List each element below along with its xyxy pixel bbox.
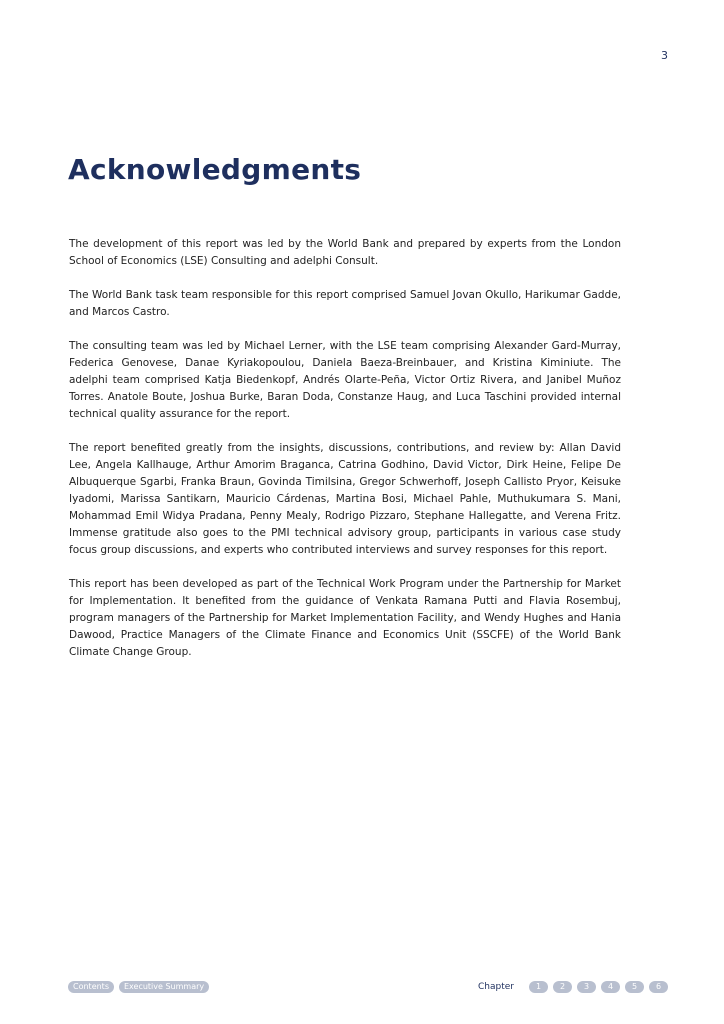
chapter-3-link[interactable]: 3 xyxy=(577,981,596,993)
footer-nav-left xyxy=(68,981,209,993)
chapter-1-link[interactable]: 1 xyxy=(529,981,548,993)
contents-link[interactable]: Contents xyxy=(68,981,114,993)
chapter-2-link[interactable]: 2 xyxy=(553,981,572,993)
chapter-label: Chapter xyxy=(478,982,514,992)
page-title: Acknowledgments xyxy=(68,153,362,186)
paragraph-task-team: The World Bank task team responsible for this report comprised Samuel Jovan Okullo, Harikumar Gadde, and Marcos Castro. xyxy=(69,289,621,318)
chapter-6-link[interactable]: 6 xyxy=(649,981,668,993)
page-number: 3 xyxy=(661,49,668,62)
footer-navigation xyxy=(68,981,668,995)
chapter-navigation xyxy=(478,981,668,993)
chapter-4-link[interactable]: 4 xyxy=(601,981,620,993)
paragraph-program: This report has been developed as part of the Technical Work Program under the Partnership for Market for Implementation. It benefited from the guidance of Venkata Ramana Putti and Flavia Rosembuj, program managers of the Partnership for Market Implementation Facility, and Wendy Hughes and Hania Dawood, Practice Managers of the Climate Finance and Economics Unit (SSCFE) of the World Bank Climate Change Group. xyxy=(69,578,621,658)
paragraph-reviewers: The report benefited greatly from the insights, discussions, contributions, and review by: Allan David Lee, Angela Kallhauge, Arthur Amorim Braganca, Catrina Godhino, David Victor, Dirk Heine, Felipe De Albuquerque Sgarbi, Franka Braun, Govinda Timilsina, Gregor Schwerhoff, Joseph Callisto Pryor, Keisuke Iyadomi, Marissa Santikarn, Mauricio Cárdenas, Martina Bosi, Michael Pahle, Muthukumara S. Mani, Mohammad Emil Widya Pradana, Penny Mealy, Rodrigo Pizzaro, Stephane Hallegatte, and Verena Fritz. Immense gratitude also goes to the PMI technical advisory group, participants in various case study focus group discussions, and experts who contributed interviews and survey responses for this report. xyxy=(69,442,621,556)
paragraph-consulting-team: The consulting team was led by Michael Lerner, with the LSE team comprising Alexander Gard-Murray, Federica Genovese, Danae Kyriakopoulou, Daniela Baeza-Breinbauer, and Kristina Kiminiute. The adelphi team comprised Katja Biedenkopf, Andrés Olarte-Peña, Victor Ortiz Rivera, and Janibel Muñoz Torres. Anatole Boute, Joshua Burke, Baran Doda, Constanze Haug, and Luca Taschini provided internal technical quality assurance for the report. xyxy=(69,340,621,420)
executive-summary-link[interactable]: Executive Summary xyxy=(119,981,209,993)
chapter-5-link[interactable]: 5 xyxy=(625,981,644,993)
paragraph-lead: The development of this report was led by the World Bank and prepared by experts from the London School of Economics (LSE) Consulting and adelphi Consult. xyxy=(69,238,621,267)
acknowledgments-body xyxy=(69,236,621,678)
